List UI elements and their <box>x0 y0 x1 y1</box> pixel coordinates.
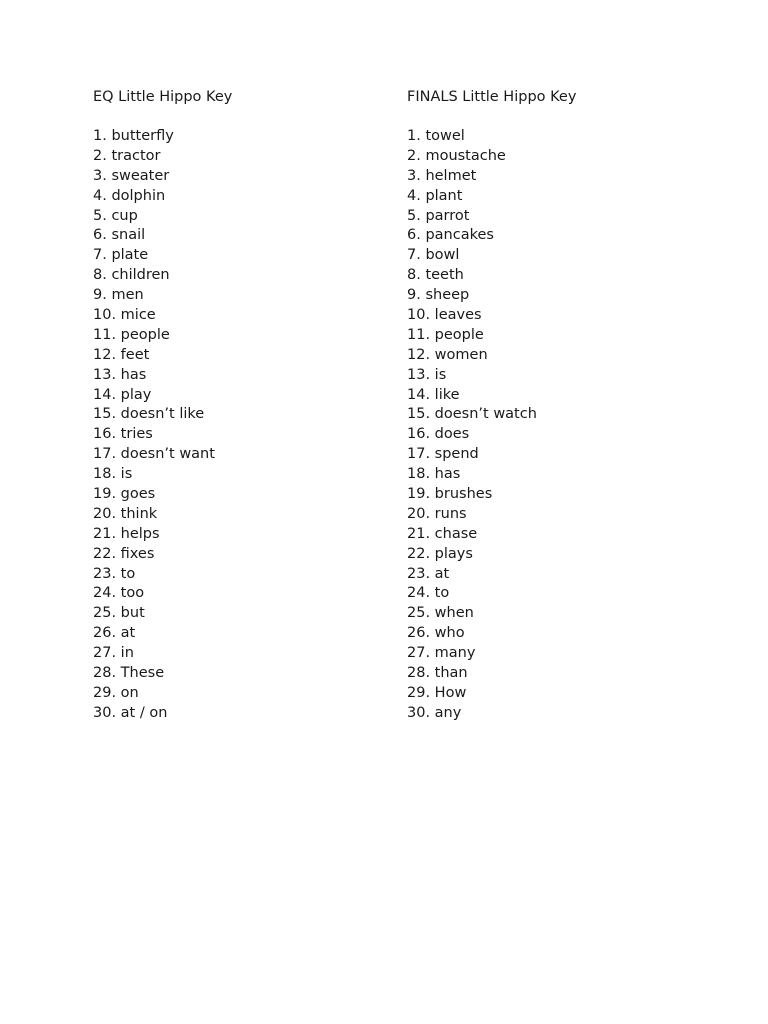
finals-answer-item: 8. teeth <box>407 267 464 284</box>
finals-answer-item: 25. when <box>407 605 474 622</box>
finals-answer-item: 15. doesn’t watch <box>407 406 537 423</box>
eq-answer-item: 11. people <box>93 326 170 343</box>
eq-answer-item: 29. on <box>93 684 139 701</box>
finals-answer-item: 1. towel <box>407 128 465 144</box>
finals-answer-item: 21. chase <box>407 525 478 542</box>
eq-answer-item: 28. These <box>93 665 165 682</box>
eq-answer-item: 20. think <box>93 505 158 522</box>
eq-answer-item: 26. at <box>93 625 136 642</box>
eq-answer-item: 23. to <box>93 565 136 582</box>
eq-key-column <box>93 87 393 721</box>
eq-answer-item: 10. mice <box>93 307 156 324</box>
finals-answer-item: 13. is <box>407 366 447 383</box>
eq-answer-item: 22. fixes <box>93 545 155 562</box>
finals-answer-item: 10. leaves <box>407 307 482 324</box>
eq-answer-item: 25. but <box>93 605 145 622</box>
eq-answer-item: 17. doesn’t want <box>93 446 215 463</box>
eq-answer-item: 16. tries <box>93 426 153 443</box>
eq-answer-item: 9. men <box>93 287 144 304</box>
eq-answer-list <box>93 127 215 724</box>
finals-answer-item: 16. does <box>407 426 470 443</box>
finals-answer-list <box>407 127 537 724</box>
eq-answer-item: 13. has <box>93 366 147 383</box>
eq-answer-item: 19. goes <box>93 486 156 503</box>
finals-answer-item: 30. any <box>407 704 462 721</box>
eq-answer-item: 15. doesn’t like <box>93 406 205 423</box>
eq-answer-item: 18. is <box>93 466 133 483</box>
finals-answer-item: 7. bowl <box>407 247 460 264</box>
eq-answer-item: 21. helps <box>93 525 160 542</box>
eq-answer-item: 24. too <box>93 585 145 602</box>
finals-key-column <box>407 87 707 721</box>
finals-answer-item: 27. many <box>407 645 476 662</box>
finals-answer-item: 17. spend <box>407 446 479 463</box>
eq-answer-item: 5. cup <box>93 207 138 224</box>
eq-answer-item: 14. play <box>93 386 152 403</box>
finals-answer-item: 28. than <box>407 665 468 682</box>
finals-key-title: FINALS Little Hippo Key <box>407 89 577 105</box>
finals-answer-item: 2. moustache <box>407 147 506 164</box>
eq-answer-item: 2. tractor <box>93 147 161 164</box>
eq-answer-item: 30. at / on <box>93 704 168 721</box>
finals-answer-item: 4. plant <box>407 187 463 204</box>
finals-answer-item: 14. like <box>407 386 460 403</box>
eq-answer-item: 7. plate <box>93 247 149 264</box>
finals-answer-item: 11. people <box>407 326 484 343</box>
eq-key-title: EQ Little Hippo Key <box>93 89 233 105</box>
eq-answer-item: 12. feet <box>93 346 150 363</box>
finals-answer-item: 26. who <box>407 625 465 642</box>
eq-answer-item: 8. children <box>93 267 170 284</box>
finals-answer-item: 24. to <box>407 585 450 602</box>
finals-answer-item: 6. pancakes <box>407 227 494 244</box>
finals-answer-item: 22. plays <box>407 545 473 562</box>
eq-answer-item: 3. sweater <box>93 167 170 184</box>
finals-answer-item: 19. brushes <box>407 486 493 503</box>
finals-answer-item: 29. How <box>407 684 467 701</box>
eq-answer-item: 1. butterfly <box>93 128 174 144</box>
eq-answer-item: 27. in <box>93 645 134 662</box>
eq-answer-item: 4. dolphin <box>93 187 166 204</box>
finals-answer-item: 9. sheep <box>407 287 470 304</box>
eq-answer-item: 6. snail <box>93 227 146 244</box>
finals-answer-item: 18. has <box>407 466 461 483</box>
finals-answer-item: 5. parrot <box>407 207 470 224</box>
finals-answer-item: 20. runs <box>407 505 467 522</box>
finals-answer-item: 23. at <box>407 565 450 582</box>
finals-answer-item: 3. helmet <box>407 167 477 184</box>
finals-answer-item: 12. women <box>407 346 488 363</box>
